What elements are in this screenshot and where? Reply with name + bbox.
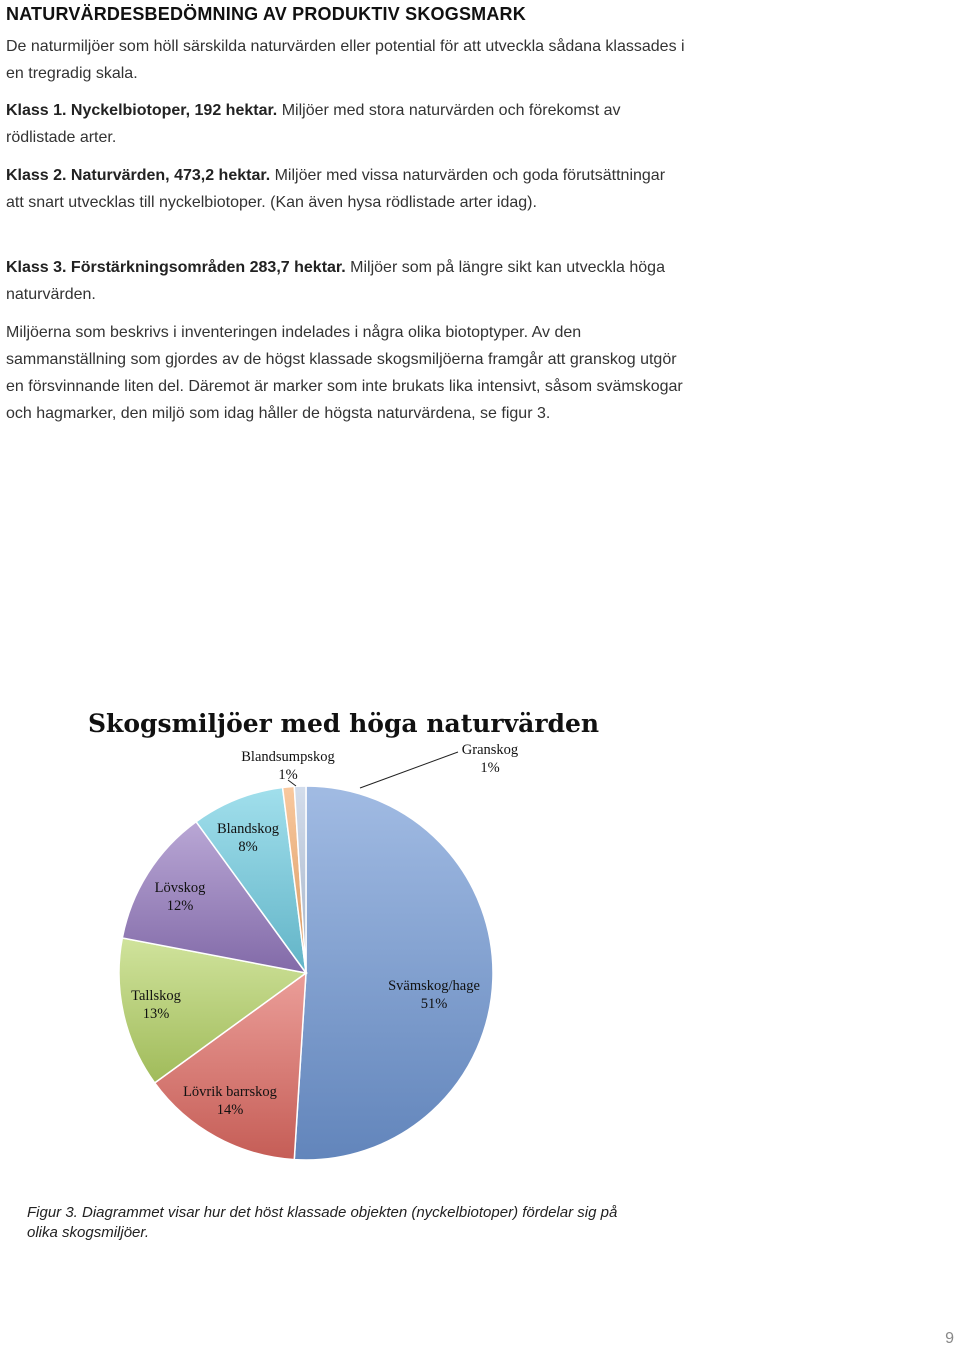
- slice-label-name: Tallskog: [131, 988, 181, 1004]
- figure-caption: Figur 3. Diagrammet visar hur det höst klassade objekten (nyckelbiotoper) fördelar sig på olika skogsmiljöer.: [27, 1204, 618, 1241]
- klass3-title: Klass 3. Förstärkningsområden 283,7 hektar.: [6, 259, 346, 276]
- page-heading: NATURVÄRDESBEDÖMNING AV PRODUKTIV SKOGSMARK: [6, 4, 526, 24]
- slice-label-percent: 8%: [238, 839, 258, 855]
- klass3-text: Miljöer som på längre sikt kan utveckla höga naturvärden.: [6, 259, 665, 303]
- slice-label-percent: 51%: [420, 996, 448, 1012]
- klass3-paragraph: [6, 254, 686, 308]
- pie-chart-svg: [60, 690, 620, 1180]
- klass2-title: Klass 2. Naturvärden, 473,2 hektar.: [6, 167, 271, 184]
- klass1-paragraph: [6, 97, 686, 151]
- summary-paragraph: Miljöerna som beskrivs i inventeringen indelades i några olika biotoptyper. Av den sammanställning som gjordes av de högst klassade skogsmiljöerna framgår att granskog utgör en försvinnande liten del. Däremot är marker som inte brukats lika intensivt, såsom svämskogar och hagmarker, den miljö som idag håller de högsta naturvärdena, se figur 3.: [6, 324, 683, 422]
- slice-label-percent: 12%: [166, 898, 194, 914]
- slice-label-name: Blandsumpskog: [241, 749, 335, 765]
- slice-label-percent: 14%: [216, 1102, 244, 1118]
- slice-label-percent: 1%: [278, 767, 298, 783]
- slice-label-name: Granskog: [461, 742, 519, 758]
- slice-label-percent: 1%: [480, 760, 500, 776]
- pie-slice-svämskog-hage: [294, 786, 493, 1160]
- page-number: 9: [945, 1330, 954, 1347]
- slice-label-percent: 13%: [142, 1006, 170, 1022]
- slice-label-name: Blandskog: [216, 821, 280, 837]
- klass2-text: Miljöer med vissa naturvärden och goda förutsättningar att snart utvecklas till nyckelbiotoper. (Kan även hysa rödlistade arter idag).: [6, 167, 666, 211]
- klass1-title: Klass 1. Nyckelbiotoper, 192 hektar.: [6, 102, 278, 119]
- slice-label-name: Svämskog/hage: [388, 978, 480, 994]
- pie-slices: [119, 786, 493, 1160]
- slice-label-name: Lövrik barrskog: [183, 1084, 277, 1100]
- slice-label-name: Lövskog: [154, 880, 206, 896]
- intro-paragraph: De naturmiljöer som höll särskilda naturvärden eller potential för att utveckla sådana klassades i en tregradig skala.: [6, 38, 685, 82]
- leader-line: [360, 752, 458, 788]
- klass1-text: Miljöer med stora naturvärden och förekomst av rödlistade arter.: [6, 102, 621, 146]
- klass2-paragraph: [6, 162, 686, 216]
- pie-chart: [60, 690, 620, 1180]
- chart-title: Skogsmiljöer med höga naturvärden: [88, 709, 600, 738]
